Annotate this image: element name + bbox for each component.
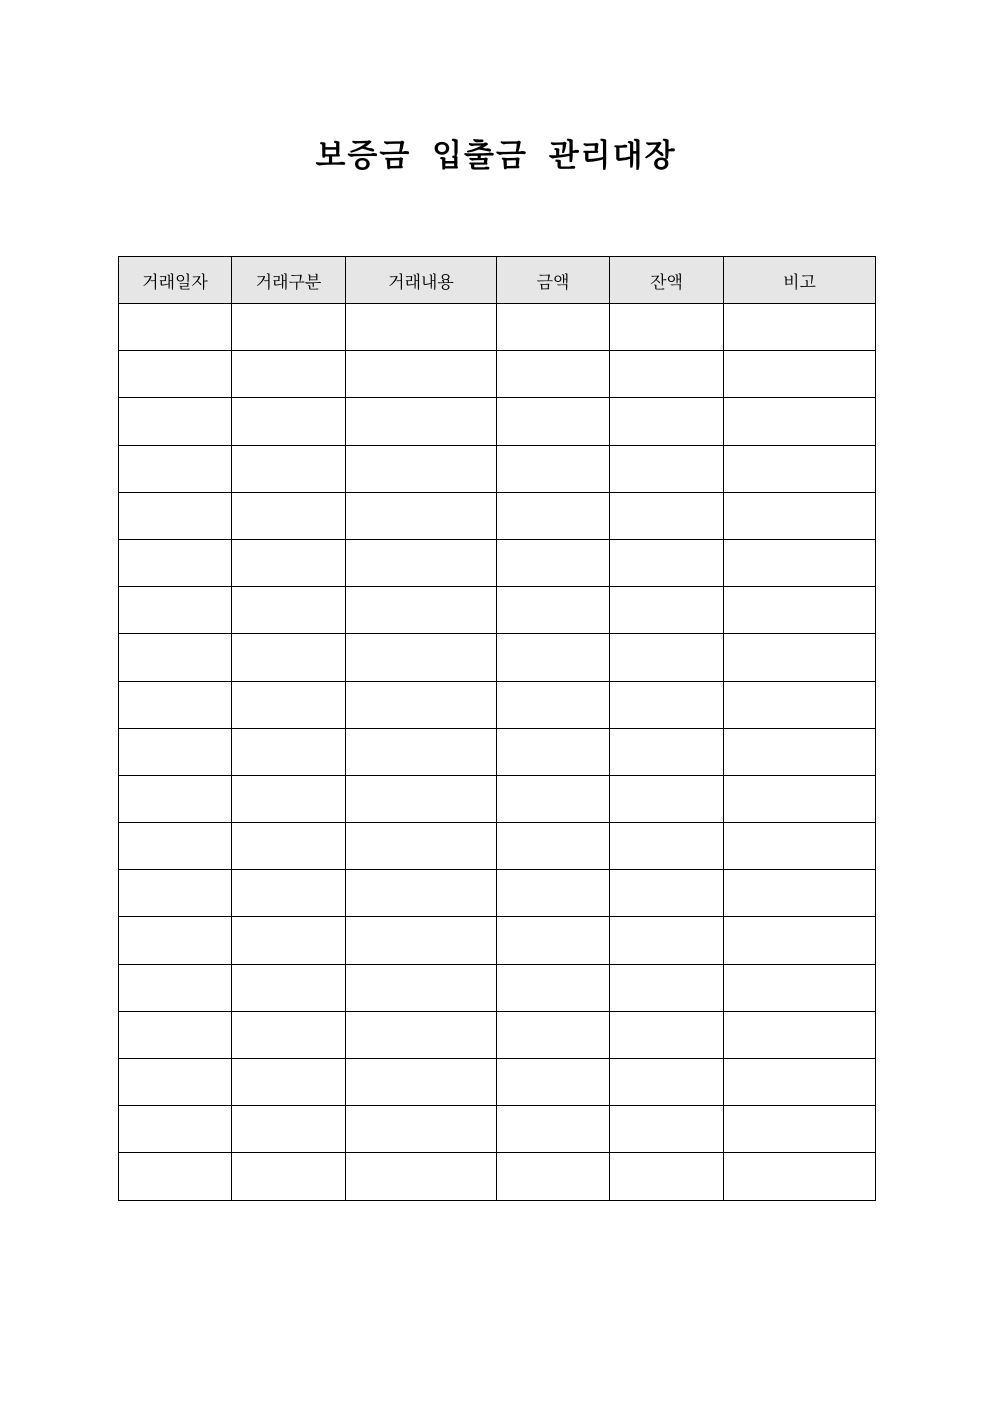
cell-balance[interactable] xyxy=(610,1106,724,1153)
table-row xyxy=(119,681,876,728)
cell-transaction-details[interactable] xyxy=(346,728,497,775)
cell-remarks[interactable] xyxy=(724,964,876,1011)
table-row xyxy=(119,775,876,822)
cell-transaction-details[interactable] xyxy=(346,917,497,964)
cell-transaction-details[interactable] xyxy=(346,823,497,870)
cell-balance[interactable] xyxy=(610,587,724,634)
cell-transaction-type[interactable] xyxy=(232,1106,346,1153)
cell-balance[interactable] xyxy=(610,1153,724,1200)
table-row xyxy=(119,1106,876,1153)
cell-remarks[interactable] xyxy=(724,728,876,775)
cell-transaction-details[interactable] xyxy=(346,445,497,492)
cell-transaction-date[interactable] xyxy=(119,398,232,445)
deposit-ledger-table xyxy=(118,256,876,1201)
cell-transaction-details[interactable] xyxy=(346,1106,497,1153)
cell-transaction-type[interactable] xyxy=(232,1059,346,1106)
cell-remarks[interactable] xyxy=(724,917,876,964)
cell-transaction-date[interactable] xyxy=(119,775,232,822)
cell-remarks[interactable] xyxy=(724,492,876,539)
cell-transaction-date[interactable] xyxy=(119,1059,232,1106)
table-row xyxy=(119,492,876,539)
cell-transaction-type[interactable] xyxy=(232,445,346,492)
cell-transaction-type[interactable] xyxy=(232,728,346,775)
cell-transaction-type[interactable] xyxy=(232,1153,346,1200)
table-row xyxy=(119,445,876,492)
cell-remarks[interactable] xyxy=(724,823,876,870)
table-row xyxy=(119,870,876,917)
cell-amount[interactable] xyxy=(497,1059,610,1106)
cell-transaction-details[interactable] xyxy=(346,634,497,681)
cell-balance[interactable] xyxy=(610,823,724,870)
cell-remarks[interactable] xyxy=(724,1106,876,1153)
cell-transaction-date[interactable] xyxy=(119,634,232,681)
cell-remarks[interactable] xyxy=(724,304,876,351)
cell-transaction-type[interactable] xyxy=(232,917,346,964)
cell-transaction-date[interactable] xyxy=(119,1011,232,1058)
table-row xyxy=(119,823,876,870)
cell-balance[interactable] xyxy=(610,1059,724,1106)
cell-transaction-details[interactable] xyxy=(346,492,497,539)
table-row xyxy=(119,728,876,775)
cell-remarks[interactable] xyxy=(724,1059,876,1106)
header-amount: 금액 xyxy=(497,257,610,304)
table-body xyxy=(119,304,876,1201)
cell-amount[interactable] xyxy=(497,1011,610,1058)
cell-balance[interactable] xyxy=(610,775,724,822)
cell-amount[interactable] xyxy=(497,823,610,870)
table-row xyxy=(119,1059,876,1106)
cell-transaction-type[interactable] xyxy=(232,492,346,539)
table-header-row xyxy=(119,257,876,304)
cell-amount[interactable] xyxy=(497,964,610,1011)
header-transaction-details: 거래내용 xyxy=(346,257,497,304)
cell-transaction-date[interactable] xyxy=(119,917,232,964)
cell-transaction-type[interactable] xyxy=(232,304,346,351)
cell-transaction-date[interactable] xyxy=(119,587,232,634)
cell-transaction-type[interactable] xyxy=(232,964,346,1011)
cell-transaction-details[interactable] xyxy=(346,539,497,586)
cell-remarks[interactable] xyxy=(724,1153,876,1200)
cell-transaction-date[interactable] xyxy=(119,351,232,398)
cell-amount[interactable] xyxy=(497,681,610,728)
cell-transaction-date[interactable] xyxy=(119,304,232,351)
cell-amount[interactable] xyxy=(497,1153,610,1200)
header-transaction-type: 거래구분 xyxy=(232,257,346,304)
cell-balance[interactable] xyxy=(610,870,724,917)
cell-amount[interactable] xyxy=(497,634,610,681)
cell-transaction-date[interactable] xyxy=(119,964,232,1011)
table-row xyxy=(119,539,876,586)
cell-amount[interactable] xyxy=(497,1106,610,1153)
cell-transaction-type[interactable] xyxy=(232,351,346,398)
cell-transaction-type[interactable] xyxy=(232,823,346,870)
header-balance: 잔액 xyxy=(610,257,724,304)
cell-balance[interactable] xyxy=(610,492,724,539)
cell-transaction-date[interactable] xyxy=(119,823,232,870)
cell-transaction-type[interactable] xyxy=(232,398,346,445)
cell-amount[interactable] xyxy=(497,587,610,634)
document-title: 보증금 입출금 관리대장 xyxy=(315,138,677,174)
cell-transaction-type[interactable] xyxy=(232,539,346,586)
cell-transaction-date[interactable] xyxy=(119,728,232,775)
cell-transaction-details[interactable] xyxy=(346,681,497,728)
cell-amount[interactable] xyxy=(497,775,610,822)
cell-transaction-type[interactable] xyxy=(232,634,346,681)
cell-remarks[interactable] xyxy=(724,775,876,822)
cell-amount[interactable] xyxy=(497,398,610,445)
cell-balance[interactable] xyxy=(610,964,724,1011)
cell-balance[interactable] xyxy=(610,304,724,351)
cell-transaction-details[interactable] xyxy=(346,1059,497,1106)
table-row xyxy=(119,304,876,351)
cell-transaction-date[interactable] xyxy=(119,539,232,586)
cell-remarks[interactable] xyxy=(724,634,876,681)
cell-balance[interactable] xyxy=(610,634,724,681)
cell-transaction-type[interactable] xyxy=(232,870,346,917)
cell-transaction-date[interactable] xyxy=(119,1106,232,1153)
cell-remarks[interactable] xyxy=(724,870,876,917)
cell-balance[interactable] xyxy=(610,681,724,728)
header-remarks: 비고 xyxy=(724,257,876,304)
cell-remarks[interactable] xyxy=(724,587,876,634)
table-row xyxy=(119,587,876,634)
cell-transaction-date[interactable] xyxy=(119,492,232,539)
cell-transaction-details[interactable] xyxy=(346,398,497,445)
cell-transaction-date[interactable] xyxy=(119,445,232,492)
cell-transaction-date[interactable] xyxy=(119,681,232,728)
cell-amount[interactable] xyxy=(497,351,610,398)
cell-amount[interactable] xyxy=(497,304,610,351)
cell-amount[interactable] xyxy=(497,728,610,775)
cell-transaction-type[interactable] xyxy=(232,681,346,728)
cell-transaction-type[interactable] xyxy=(232,775,346,822)
cell-balance[interactable] xyxy=(610,728,724,775)
cell-remarks[interactable] xyxy=(724,681,876,728)
table-row xyxy=(119,398,876,445)
cell-balance[interactable] xyxy=(610,351,724,398)
cell-balance[interactable] xyxy=(610,917,724,964)
cell-remarks[interactable] xyxy=(724,445,876,492)
cell-remarks[interactable] xyxy=(724,1011,876,1058)
cell-balance[interactable] xyxy=(610,1011,724,1058)
cell-remarks[interactable] xyxy=(724,351,876,398)
cell-transaction-details[interactable] xyxy=(346,304,497,351)
cell-transaction-date[interactable] xyxy=(119,1153,232,1200)
cell-balance[interactable] xyxy=(610,539,724,586)
cell-transaction-type[interactable] xyxy=(232,1011,346,1058)
cell-balance[interactable] xyxy=(610,398,724,445)
cell-transaction-details[interactable] xyxy=(346,1153,497,1200)
cell-remarks[interactable] xyxy=(724,398,876,445)
cell-amount[interactable] xyxy=(497,870,610,917)
cell-transaction-date[interactable] xyxy=(119,870,232,917)
header-transaction-date: 거래일자 xyxy=(119,257,232,304)
cell-amount[interactable] xyxy=(497,445,610,492)
cell-transaction-details[interactable] xyxy=(346,587,497,634)
table-row xyxy=(119,917,876,964)
cell-amount[interactable] xyxy=(497,917,610,964)
table-row xyxy=(119,351,876,398)
cell-transaction-details[interactable] xyxy=(346,1011,497,1058)
cell-transaction-details[interactable] xyxy=(346,775,497,822)
table-row xyxy=(119,1153,876,1200)
cell-transaction-details[interactable] xyxy=(346,351,497,398)
cell-transaction-details[interactable] xyxy=(346,964,497,1011)
table-row xyxy=(119,634,876,681)
cell-amount[interactable] xyxy=(497,492,610,539)
table-row xyxy=(119,964,876,1011)
cell-remarks[interactable] xyxy=(724,539,876,586)
table-row xyxy=(119,1011,876,1058)
cell-amount[interactable] xyxy=(497,539,610,586)
cell-transaction-type[interactable] xyxy=(232,587,346,634)
cell-transaction-details[interactable] xyxy=(346,870,497,917)
cell-balance[interactable] xyxy=(610,445,724,492)
